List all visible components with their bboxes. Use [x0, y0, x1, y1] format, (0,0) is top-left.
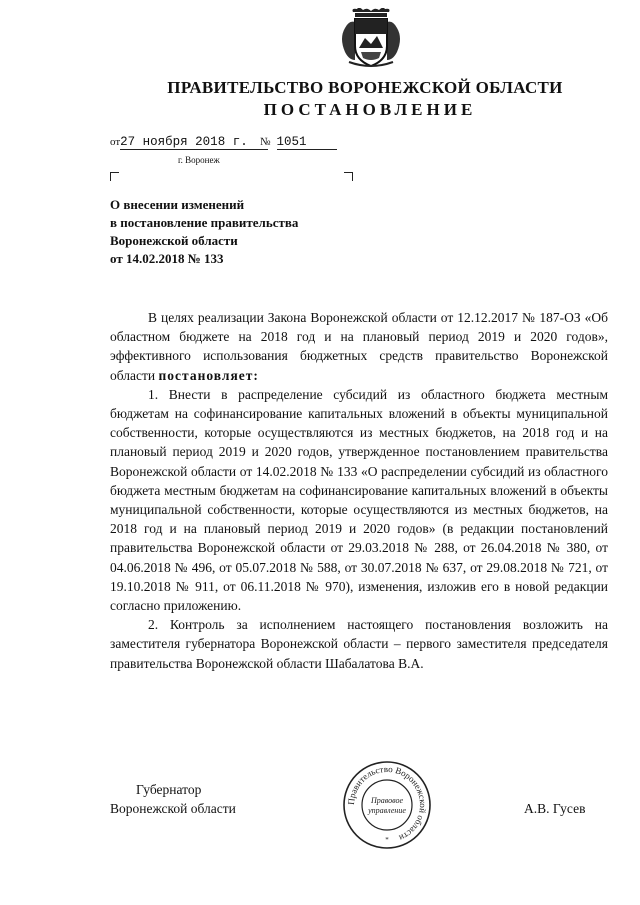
document-subject — [110, 196, 410, 268]
stamp-center-line1: Правовое — [370, 796, 404, 805]
document-type: ПОСТАНОВЛЕНИЕ — [263, 100, 477, 119]
stamp-center-line2: управление — [368, 806, 406, 815]
signer-name: А.В. Гусев — [524, 801, 586, 816]
svg-text:*: * — [385, 836, 389, 844]
number-prefix: № — [260, 136, 271, 148]
stamp-ring-text: Правительство Воронежской области — [345, 763, 429, 844]
document-body — [110, 308, 608, 673]
organization-name: ПРАВИТЕЛЬСТВО ВОРОНЕЖСКОЙ ОБЛАСТИ — [167, 78, 563, 97]
document-date: 27 ноября 2018 г. — [120, 135, 268, 150]
number-line — [260, 132, 337, 150]
subject-line: О внесении изменений — [110, 197, 245, 212]
date-line — [110, 132, 268, 150]
coat-of-arms-icon — [339, 8, 403, 68]
item-1-paragraph: 1. Внести в распределение субсидий из областного бюджета местным бюджетам на софинансирование капитальных вложений в объекты муниципальной собственности, которые осуществляются из местных бюджетов, на 2018 год и на плановый период 2019 и 2020 годов, утвержденное постановлением правительства Воронежской области от 14.02.2018 № 133 «О распределении субсидий из областного бюджета местным бюджетам на софинансирование капитальных вложений в объекты муниципальной собственности, которые осуществляются из местных бюджетов, на 2018 год и на плановый период 2019 и 2020 годов» (в редакции постановлений правительства Воронежской области от 29.03.2018 № 288, от 26.04.2018 № 380, от 04.06.2018 № 496, от 05.07.2018 № 588, от 30.07.2018 № 637, от 29.08.2018 № 721, от 19.10.2018 № 911, от 06.11.2018 № 970), изменения, изложив его в новой редакции согласно приложению. — [110, 386, 608, 614]
intro-text: В целях реализации Закона Воронежской области от 12.12.2017 № 187-ОЗ «Об областном бюджете на 2018 год и на плановый период 2019 и 2020 годов», эффективного использования бюджетных средств правительство Воронежской области — [110, 310, 608, 383]
subject-line: Воронежской области — [110, 233, 238, 248]
signer-title-line2: Воронежской области — [110, 801, 236, 816]
corner-mark-left — [110, 172, 119, 181]
intro-paragraph — [110, 308, 608, 385]
corner-mark-right — [344, 172, 353, 181]
resolves-word: постановляет: — [158, 367, 259, 383]
date-prefix: от — [110, 136, 121, 148]
city: г. Воронеж — [178, 155, 220, 165]
document-number: 1051 — [277, 135, 337, 150]
subject-line: в постановление правительства — [110, 215, 299, 230]
item-2-paragraph: 2. Контроль за исполнением настоящего постановления возложить на заместителя губернатора Воронежской области – первого заместителя председателя правительства Воронежской области Шабалатова В.А. — [110, 617, 608, 671]
stamp-seal — [342, 760, 432, 850]
subject-line: от 14.02.2018 № 133 — [110, 251, 224, 266]
signer-title-line1: Губернатор — [136, 782, 202, 797]
